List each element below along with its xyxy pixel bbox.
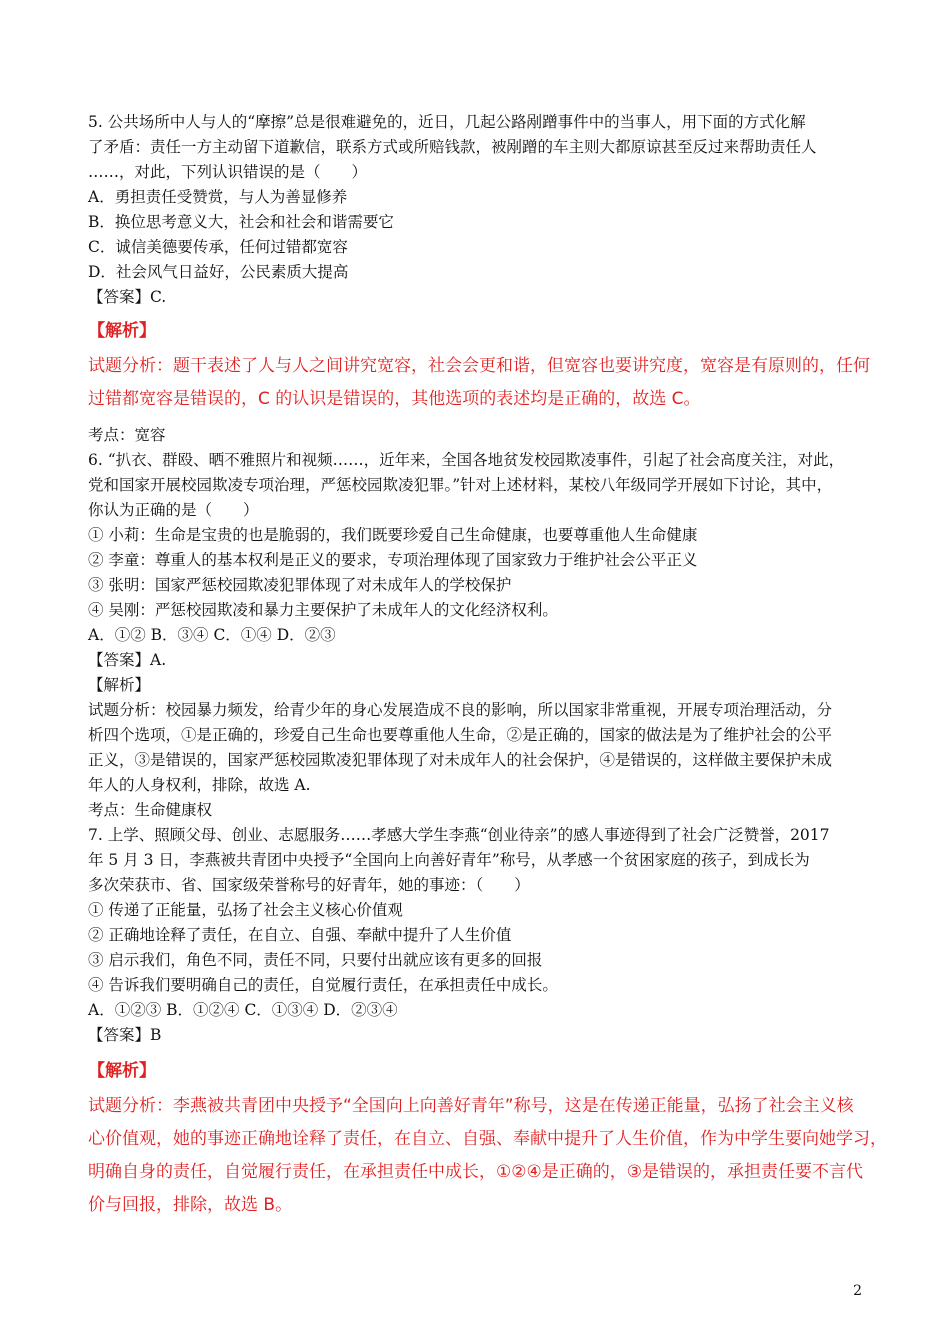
q6-analysis-line-1: 试题分析：校园暴力频发，给青少年的身心发展造成不良的影响，所以国家非常重视，开展专项治理活动，分 [88, 701, 833, 719]
q5-stem-line-2: 了矛盾：责任一方主动留下道歉信，联系方式或所赔钱款，被剐蹭的车主则大都原谅甚至反过来帮助责任人 [88, 138, 817, 156]
q5-option-c: C．诚信美德要传承，任何过错都宽容 [88, 238, 348, 256]
q6-answer: 【答案】A. [88, 651, 167, 669]
q6-item-3: ③ 张明：国家严惩校园欺凌犯罪体现了对未成年人的学校保护 [88, 576, 512, 594]
q6-stem-line-3: 你认为正确的是（ ） [88, 501, 259, 519]
q7-stem-line-3: 多次荣获市、省、国家级荣誉称号的好青年，她的事迹：（ ） [88, 876, 530, 894]
q7-item-4: ④ 告诉我们要明确自己的责任，自觉履行责任，在承担责任中成长。 [88, 976, 558, 994]
q7-analysis-line-4: 价与回报，排除，故选 B。 [88, 1195, 293, 1215]
q7-item-3: ③ 启示我们，角色不同，责任不同，只要付出就应该有更多的回报 [88, 951, 543, 969]
q5-analysis-line-2: 过错都宽容是错误的，C 的认识是错误的，其他选项的表述均是正确的，故选 C。 [88, 389, 701, 409]
q5-analysis-line-1: 试题分析：题干表述了人与人之间讲究宽容，社会会更和谐，但宽容也要讲究度，宽容是有原则的，任何 [88, 356, 870, 376]
q6-options: A．①② B．③④ C．①④ D．②③ [88, 626, 336, 644]
q6-stem-line-1: 6. “扒衣、群殴、晒不雅照片和视频……，近年来，全国各地贫发校园欺凌事件，引起了社会高度关注，对此， [88, 451, 845, 469]
q7-item-1: ① 传递了正能量，弘扬了社会主义核心价值观 [88, 901, 403, 919]
q5-stem-line-3: ……，对此，下列认识错误的是（ ） [88, 163, 368, 181]
q6-analysis-line-2: 析四个选项，①是正确的，珍爱自己生命也要尊重他人生命，②是正确的，国家的做法是为了维护社会的公平 [88, 726, 833, 744]
q5-option-b: B．换位思考意义大，社会和社会和谐需要它 [88, 213, 394, 231]
q7-options: A．①②③ B．①②④ C．①③④ D．②③④ [88, 1001, 398, 1019]
q7-analysis-line-2: 心价值观，她的事迹正确地诠释了责任，在自立、自强、奉献中提升了人生价值，作为中学生要向她学习， [88, 1129, 887, 1149]
q6-analysis-line-3: 正义，③是错误的，国家严惩校园欺凌犯罪体现了对未成年人的社会保护，④是错误的，这样做主要保护未成 [88, 751, 833, 769]
q6-item-4: ④ 吴刚：严惩校园欺凌和暴力主要保护了未成年人的文化经济权利。 [88, 601, 558, 619]
q6-stem-line-2: 党和国家开展校园欺凌专项治理，严惩校园欺凌犯罪。”针对上述材料，某校八年级同学开展如下讨论，其中， [88, 476, 833, 494]
q7-analysis-line-1: 试题分析：李燕被共青团中央授予“全国向上向善好青年”称号，这是在传递正能量，弘扬了社会主义核 [88, 1096, 854, 1116]
q5-option-a: A．勇担责任受赞赏，与人为善显修养 [88, 188, 348, 206]
q6-item-2: ② 李童：尊重人的基本权利是正义的要求，专项治理体现了国家致力于维护社会公平正义 [88, 551, 698, 569]
q7-analysis-heading: 【解析】 [88, 1061, 156, 1081]
q5-analysis-heading: 【解析】 [88, 321, 156, 341]
page-number: 2 [853, 1283, 862, 1299]
q7-analysis-line-3: 明确自身的责任，自觉履行责任，在承担责任中成长，①②④是正确的，③是错误的，承担责任要不言代 [88, 1162, 863, 1182]
q6-item-1: ① 小莉：生命是宝贵的也是脆弱的，我们既要珍爱自己生命健康，也要尊重他人生命健康 [88, 526, 698, 544]
q6-analysis-heading: 【解析】 [88, 676, 151, 694]
q5-answer: 【答案】C. [88, 288, 167, 306]
q5-option-d: D．社会风气日益好，公民素质大提高 [88, 263, 349, 281]
q6-kaodian: 考点：生命健康权 [88, 801, 213, 819]
q6-analysis-line-4: 年人的人身权利，排除，故选 A. [88, 776, 311, 794]
q7-answer: 【答案】B [88, 1026, 162, 1044]
q5-kaodian: 考点：宽容 [88, 426, 166, 444]
q7-stem-line-1: 7. 上学、照顾父母、创业、志愿服务……孝感大学生李燕“创业待亲”的感人事迹得到了社会广泛赞誉，2017 [88, 826, 830, 844]
q5-stem-line-1: 5. 公共场所中人与人的“摩擦”总是很难避免的，近日，几起公路剐蹭事件中的当事人，用下面的方式化解 [88, 113, 806, 131]
q7-item-2: ② 正确地诠释了责任，在自立、自强、奉献中提升了人生价值 [88, 926, 512, 944]
q7-stem-line-2: 年 5 月 3 日，李燕被共青团中央授予“全国向上向善好青年”称号，从孝感一个贫困家庭的孩子，到成长为 [88, 851, 810, 869]
